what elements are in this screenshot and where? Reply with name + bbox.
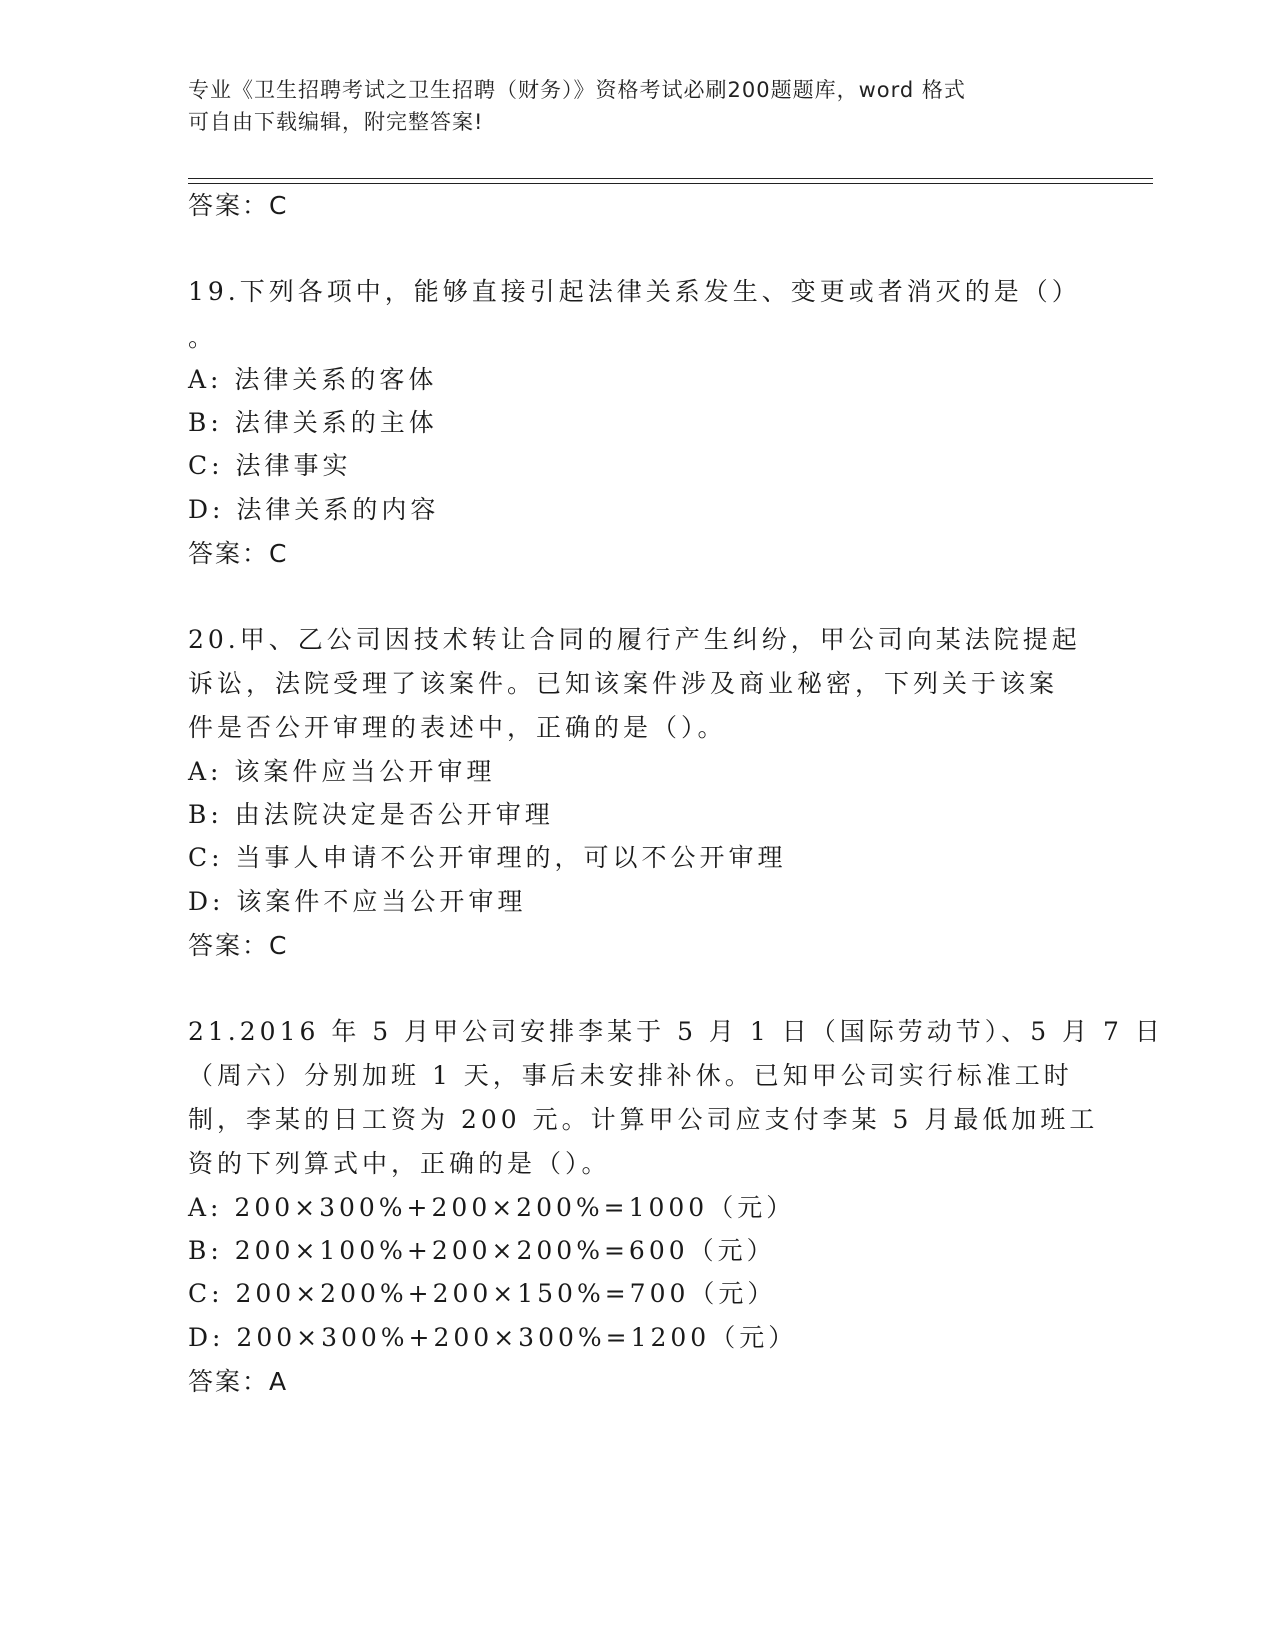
question-21-option-b: B: 200×100%+200×200%=600（元）	[188, 1236, 776, 1265]
question-19-answer: 答案：C	[188, 539, 289, 568]
question-19-option-b: B: 法律关系的主体	[188, 408, 438, 437]
question-21-option-d: D: 200×300%+200×300%=1200（元）	[188, 1323, 798, 1352]
question-21-line-1: 21.2016 年 5 月甲公司安排李某于 5 月 1 日（国际劳动节）、5 月 7 日	[188, 1017, 1164, 1046]
question-19-option-c: C: 法律事实	[188, 451, 352, 480]
header-divider-top	[188, 178, 1153, 179]
question-20-line-3: 件是否公开审理的表述中，正确的是（）。	[188, 713, 727, 742]
question-20-option-b: B: 由法院决定是否公开审理	[188, 800, 554, 829]
question-21-answer: 答案：A	[188, 1367, 289, 1396]
question-19-option-d: D: 法律关系的内容	[188, 495, 440, 524]
document-header	[188, 74, 1068, 138]
question-20-option-d: D: 该案件不应当公开审理	[188, 887, 527, 916]
header-line-2: 可自由下载编辑，附完整答案!	[188, 110, 484, 134]
header-line-1: 专业《卫生招聘考试之卫生招聘（财务）》资格考试必刷200题题库，word 格式	[188, 78, 966, 102]
question-20-option-c: C: 当事人申请不公开审理的，可以不公开审理	[188, 843, 787, 872]
question-19-line-1: 19.下列各项中，能够直接引起法律关系发生、变更或者消灭的是（）	[188, 277, 1081, 306]
question-20-line-2: 诉讼，法院受理了该案件。已知该案件涉及商业秘密，下列关于该案	[188, 669, 1059, 698]
question-21-option-c: C: 200×200%+200×150%=700（元）	[188, 1279, 777, 1308]
question-20-answer: 答案：C	[188, 931, 289, 960]
previous-answer: 答案：C	[188, 191, 289, 220]
question-20-line-1: 20.甲、乙公司因技术转让合同的履行产生纠纷，甲公司向某法院提起	[188, 625, 1081, 654]
question-21-line-3: 制，李某的日工资为 200 元。计算甲公司应支付李某 5 月最低加班工	[188, 1105, 1099, 1134]
question-19-line-2: 。	[188, 323, 218, 352]
question-19-option-a: A: 法律关系的客体	[188, 365, 438, 394]
question-21-option-a: A: 200×300%+200×200%=1000（元）	[188, 1193, 796, 1222]
question-21-line-2: （周六）分别加班 1 天，事后未安排补休。已知甲公司实行标准工时	[188, 1061, 1073, 1090]
question-21-line-4: 资的下列算式中，正确的是（）。	[188, 1149, 611, 1178]
header-divider-bottom	[188, 183, 1153, 184]
question-20-option-a: A: 该案件应当公开审理	[188, 757, 496, 786]
